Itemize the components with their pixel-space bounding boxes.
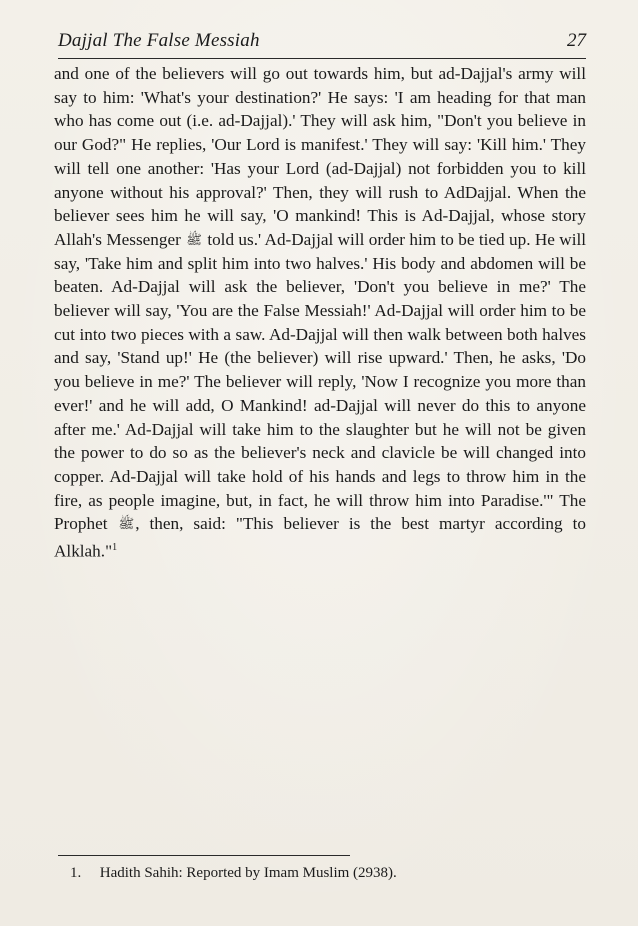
footnote-rule [58, 855, 350, 856]
salutation-symbol: ﷺ [186, 231, 202, 247]
paragraph-part-1: and one of the believers will go out towards him, but ad-Dajjal's army will say to him: 'What's your destination?' He says: 'I am heading for that man who has come out (i.e. ad-Dajjal).' They will ask him, "Don't you believe in our God?" He replies, 'Our Lord is manifest.' They will say: 'Kill him.' They will tell one another: 'Has your Lord (ad-Dajjal) not forbidden you to kill anyone without his approval?' Then, they will rush to AdDajjal. When the believer sees him he will say, 'O mankind! This is Ad-Dajjal, whose story Allah's Messenger [54, 64, 586, 249]
body-text [54, 62, 586, 564]
running-title: Dajjal The False Messiah [58, 30, 260, 51]
footnote-marker: 1 [112, 542, 118, 554]
footnote [58, 864, 586, 883]
header-rule [58, 58, 586, 59]
body-paragraph [54, 62, 586, 564]
salutation-symbol-2: ﷺ [118, 516, 135, 532]
footnote-number: 1. [70, 865, 82, 881]
footnote-text: Hadith Sahih: Reported by Imam Muslim (2938). [99, 865, 397, 881]
paragraph-part-3: , then, said: "This believer is the best martyr according to Alklah." [54, 514, 586, 561]
paragraph-part-2: told us.' Ad-Dajjal will order him to be tied up. He will say, 'Take him and split him into two halves.' His body and abdomen will be beaten. Ad-Dajjal will ask the believer, 'Don't you believe in me?' The believer will say, 'You are the False Messiah!' Ad-Dajjal will order him to be cut into two pieces with a saw. Ad-Dajjal will then walk between both halves and say, 'Stand up!' He (the believer) will rise upward.' Then, he asks, 'Do you believe in me?' The believer will reply, 'Now I recognize you more than ever!' and he will add, O Mankind! ad-Dajjal will never do this to anyone after me.' Ad-Dajjal will take him to the slaughter but he will not be given the power to do so as the believer's neck and clavicle be will changed into copper. Ad-Dajjal will take hold of his hands and legs to throw him in the fire, as people imagine, but, in fact, he will throw him into Paradise.'" The Prophet [54, 229, 587, 534]
page-header [58, 30, 586, 56]
page-number: 27 [567, 30, 586, 51]
